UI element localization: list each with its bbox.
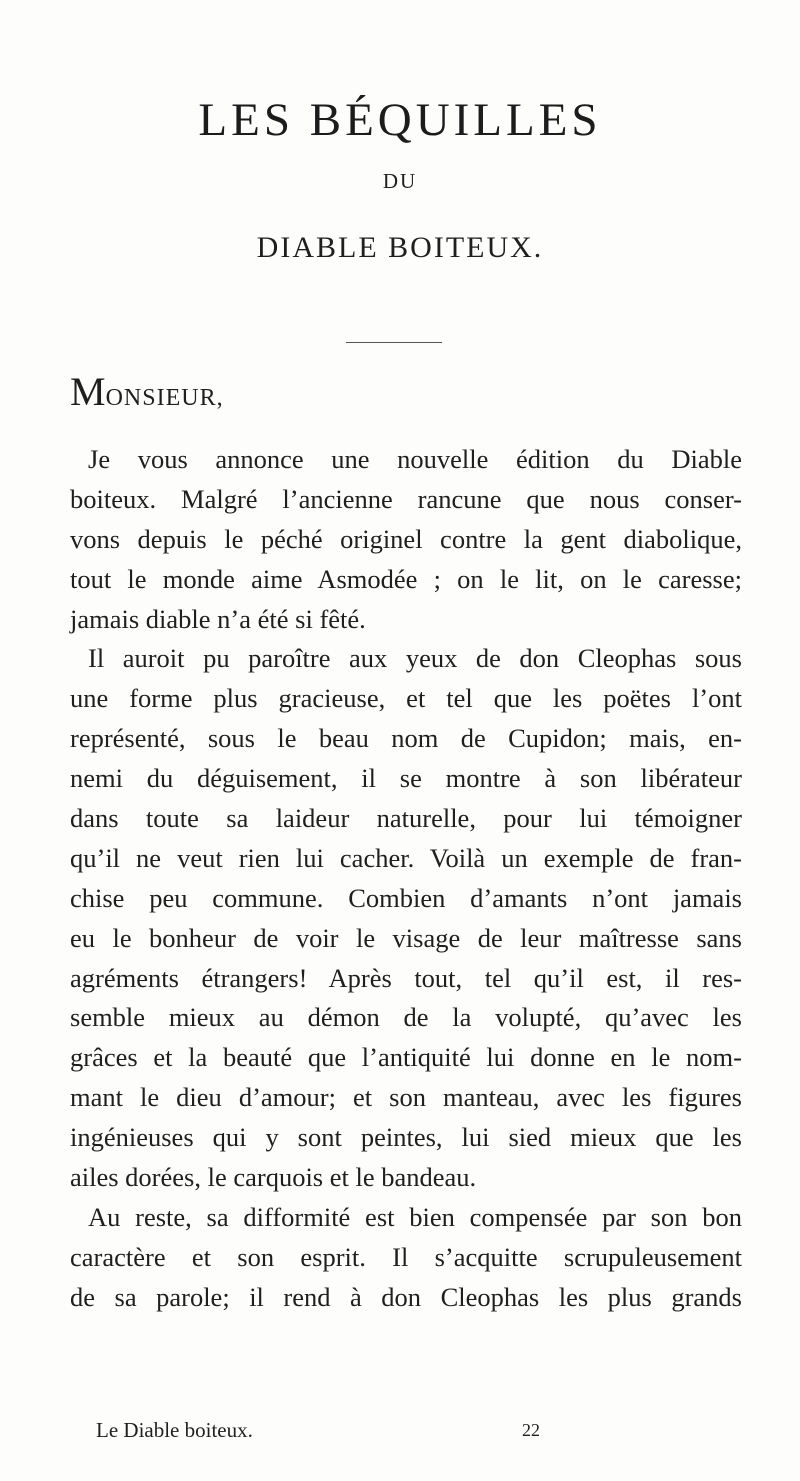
text-line: chise peu commune. Combien d’amants n’ont jamais	[70, 882, 742, 913]
text-line: dans toute sa laideur naturelle, pour lui témoigner	[70, 803, 742, 834]
text-line: boiteux. Malgré l’ancienne rancune que nous conser-	[70, 483, 742, 514]
text-line: ailes dorées, le carquois et le bandeau.	[70, 1162, 477, 1193]
text-line: Je vous annonce une nouvelle édition du Diable	[88, 444, 742, 474]
text-line: eu le bonheur de voir le visage de leur maîtresse sans	[70, 922, 742, 953]
text-line: Il auroit pu paroître aux yeux de don Cleophas sous	[88, 643, 742, 674]
text-line: représenté, sous le beau nom de Cupidon; mais, en-	[70, 723, 742, 754]
text-line: une forme plus gracieuse, et tel que les poëtes l’ont	[70, 683, 742, 714]
sheet-number: 22	[522, 1420, 540, 1440]
salutation-rest: ONSIEUR,	[105, 385, 224, 411]
title-connector: DU	[382, 169, 418, 193]
signature-mark: Le Diable boiteux.	[96, 1418, 253, 1442]
text-line: agréments étrangers! Après tout, tel qu’il est, il res-	[70, 962, 742, 993]
text-line: mant le dieu d’amour; et son manteau, avec les figures	[70, 1082, 742, 1113]
text-line: caractère et son esprit. Il s’acquitte scrupuleusement	[70, 1241, 742, 1272]
text-line: de sa parole; il rend à don Cleophas les plus grands	[70, 1281, 742, 1312]
salutation-initial: M	[70, 369, 106, 414]
page-subtitle: DIABLE BOITEUX.	[256, 231, 544, 264]
text-line: jamais diable n’a été si fêté.	[70, 603, 366, 634]
text-line: vons depuis le péché originel contre la gent diabolique,	[70, 523, 742, 554]
body-text	[70, 440, 742, 1318]
text-line: grâces et la beauté que l’antiquité lui donne en le nom-	[70, 1042, 742, 1073]
text-line: nemi du déguisement, il se montre à son libérateur	[70, 763, 742, 794]
text-line: Au reste, sa difformité est bien compensée par son bon	[88, 1201, 742, 1232]
text-line: tout le monde aime Asmodée ; on le lit, on le caresse;	[70, 563, 742, 594]
page-title: LES BÉQUILLES	[198, 94, 602, 146]
text-line: ingénieuses qui y sont peintes, lui sied mieux que les	[70, 1122, 742, 1153]
text-line: qu’il ne veut rien lui cacher. Voilà un exemple de fran-	[70, 842, 742, 873]
section-divider	[346, 342, 442, 343]
text-line: semble mieux au démon de la volupté, qu’avec les	[70, 1002, 742, 1033]
salutation	[70, 369, 224, 418]
